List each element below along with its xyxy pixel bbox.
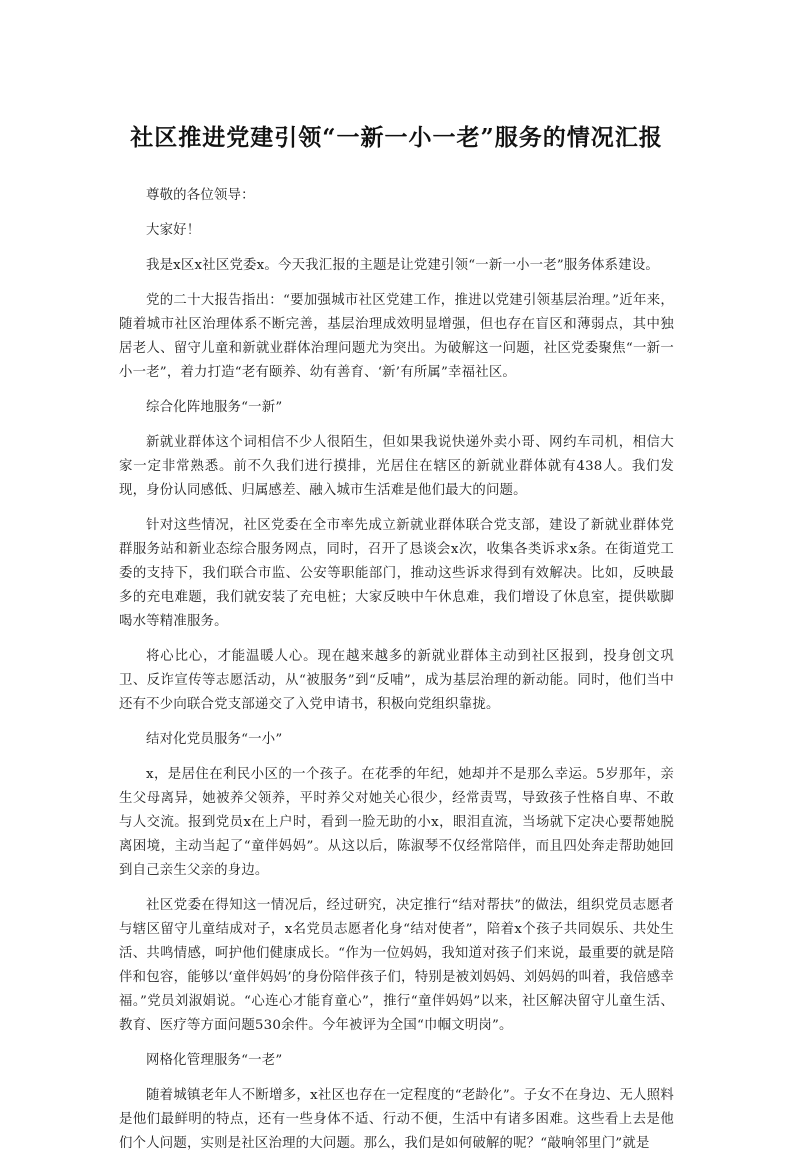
new-paragraph-3: 将心比心，才能温暖人心。现在越来越多的新就业群体主动到社区报到，投身创文巩卫、反诈宣传等志愿活动，从“被服务”到“反哺”，成为基层治理的新动能。同时，他们当中还有不少向联合党支部递交了入党申请书，积极向党组织靠拢。 (119, 649, 674, 712)
document-title: 社区推进党建引领“一新一小一老”服务的情况汇报 (130, 124, 663, 151)
small-paragraph-2: 社区党委在得知这一情况后，经过研究，决定推行“结对帮扶”的做法，组织党员志愿者与辖区留守儿童结成对子，x名党员志愿者化身“结对使者”，陪着x个孩子共同娱乐、共处生活、共鸣情感，呵护他们健康成长。“作为一位妈妈，我知道对孩子们来说，最重要的就是陪伴和包容，能够以‘童伴妈妈’的身份陪伴孩子们，特别是被刘妈妈、刘妈妈的叫着，我倍感幸福。”党员刘淑娟说。“心连心才能育童心”，推行“童伴妈妈”以来，社区解决留守儿童生活、教育、医疗等方面问题530余件。今年被评为全国“巾帼文明岗”。 (119, 898, 674, 1033)
section-heading-new: 综合化阵地服务“一新” (146, 400, 283, 415)
salutation: 尊敬的各位领导： (146, 188, 255, 203)
new-paragraph-2: 针对这些情况，社区党委在全市率先成立新就业群体联合党支部，建设了新就业群体党群服务站和新业态综合服务网点，同时，召开了恳谈会x次，收集各类诉求x条。在街道党工委的支持下，我们联合市监、公安等职能部门，推动这些诉求得到有效解决。比如，反映最多的充电难题，我们就安装了充电桩；大家反映中午休息难，我们增设了休息室，提供歇脚喝水等精准服务。 (119, 518, 674, 629)
section-heading-old: 网格化管理服务“一老” (146, 1053, 283, 1068)
new-paragraph-1: 新就业群体这个词相信不少人很陌生，但如果我说快递外卖小哥、网约车司机，相信大家一定非常熟悉。前不久我们进行摸排，光居住在辖区的新就业群体就有438人。我们发现，身份认同感低、归属感差、融入城市生活难是他们最大的问题。 (119, 435, 674, 498)
intro-paragraph: 我是x区x社区党委x。今天我汇报的主题是让党建引领“一新一小一老”服务体系建设。 (146, 258, 660, 273)
old-paragraph-1: 随着城镇老年人不断增多，x社区也存在一定程度的“老龄化”。子女不在身边、无人照料是他们最鲜明的特点，还有一些身体不适、行动不便，生活中有诸多困难。这些看上去是他们个人问题，实则是社区治理的大问题。那么，我们是如何破解的呢？“敲响邻里门”就是 (119, 1088, 674, 1151)
section-heading-small: 结对化党员服务“一小” (146, 732, 283, 747)
small-paragraph-1: x，是居住在利民小区的一个孩子。在花季的年纪，她却并不是那么幸运。5岁那年，亲生父母离异，她被养父领养，平时养父对她关心很少，经常责骂，导致孩子性格自卑、不敢与人交流。报到党员x在上户时，看到一脸无助的小x，眼泪直流，当场就下定决心要帮她脱离困境，主动当起了“童伴妈妈”。从这以后，陈淑琴不仅经常陪伴，而且四处奔走帮助她回到自己亲生父亲的身边。 (119, 767, 674, 878)
greeting: 大家好！ (146, 223, 201, 238)
background-paragraph: 党的二十大报告指出：“要加强城市社区党建工作，推进以党建引领基层治理。”近年来，随着城市社区治理体系不断完善，基层治理成效明显增强，但也存在盲区和薄弱点，其中独居老人、留守儿童和新就业群体治理问题尤为突出。为破解这一问题，社区党委聚焦“一新一小一老”，着力打造“老有颐养、幼有善育、‘新’有所属”幸福社区。 (119, 293, 674, 380)
